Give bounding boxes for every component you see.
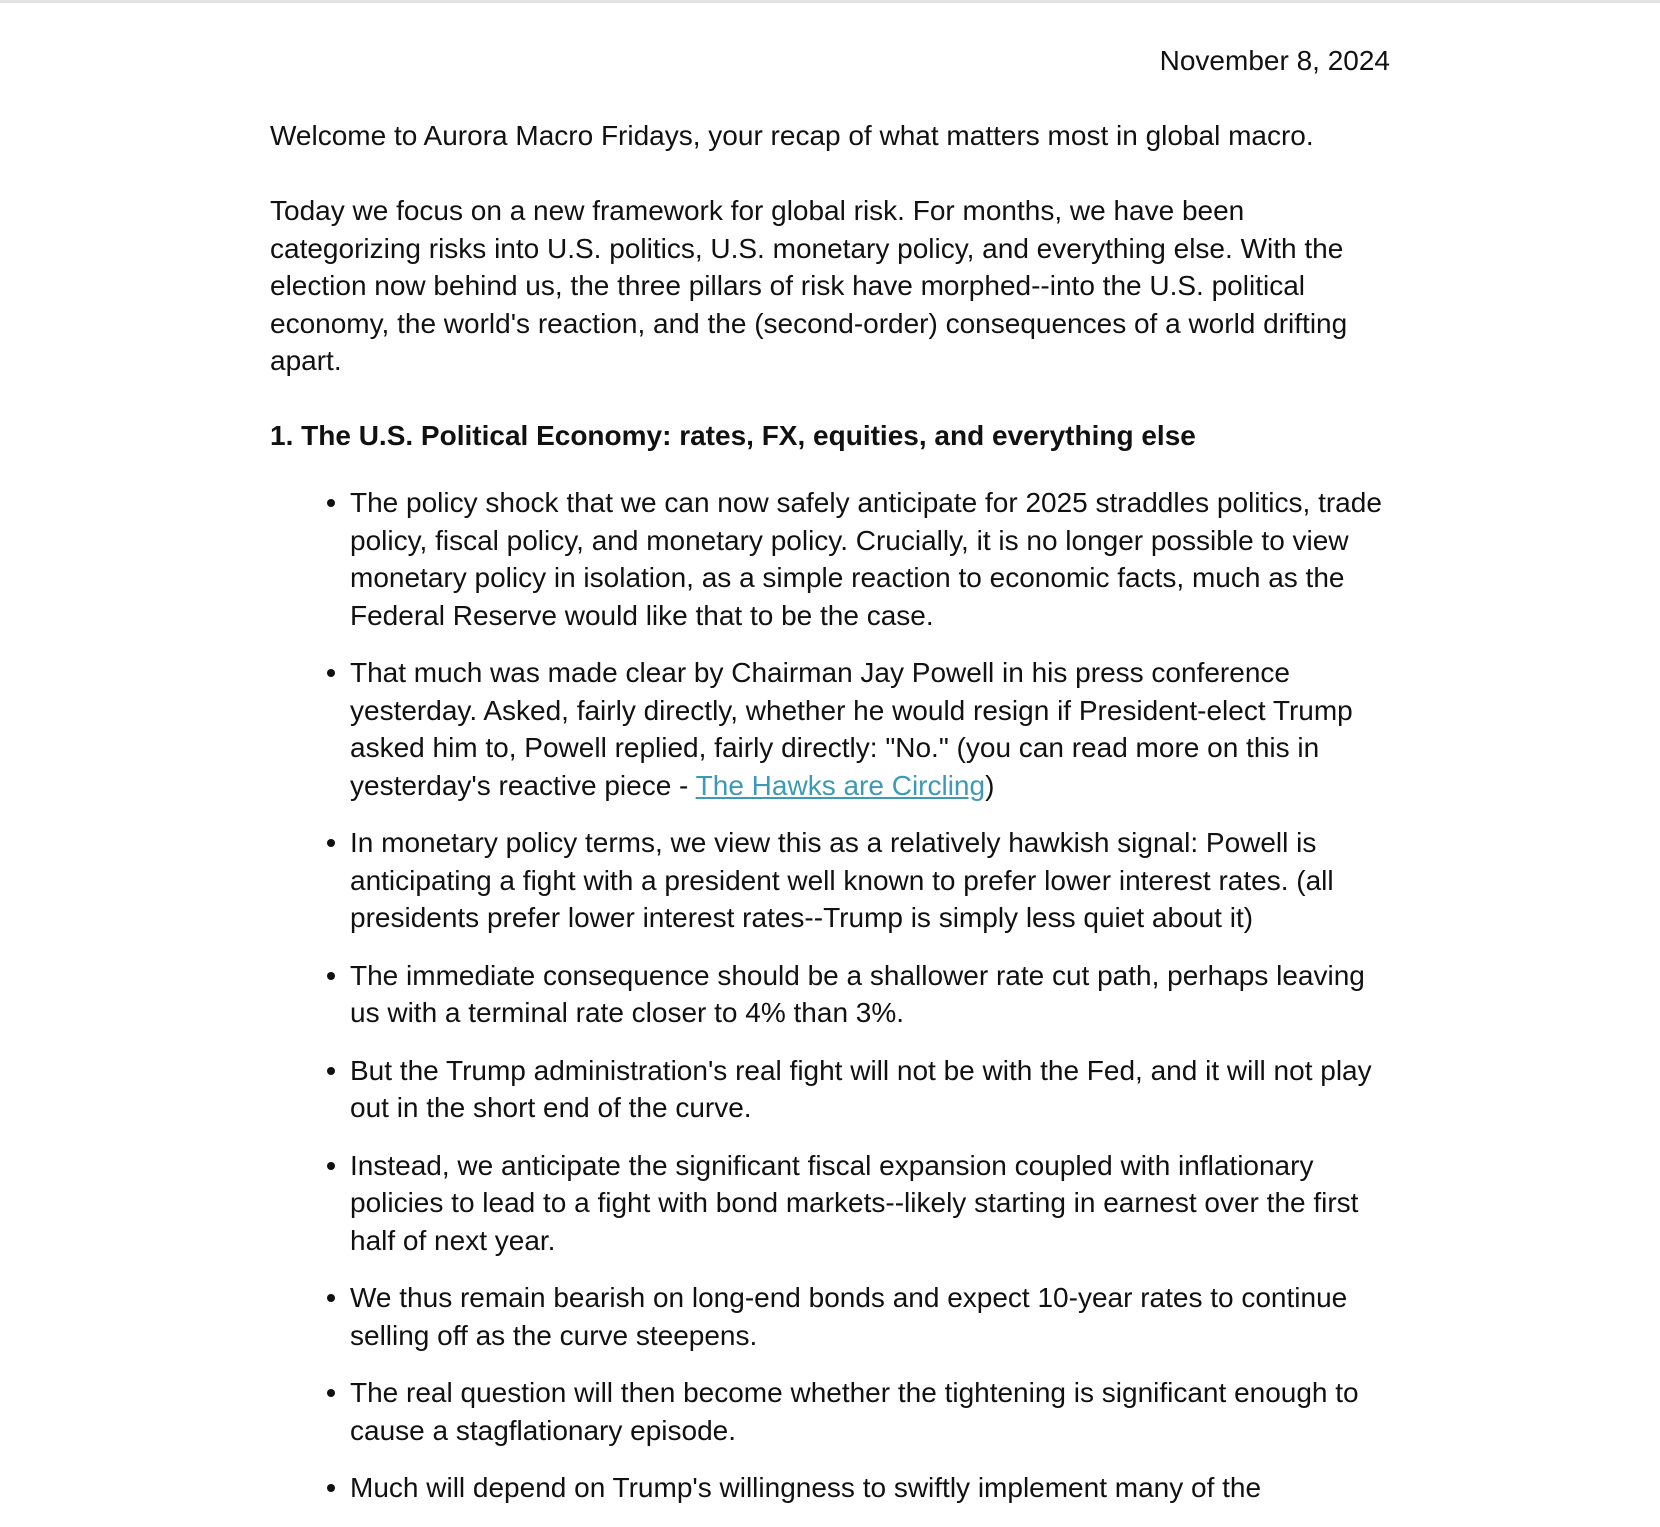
bullet-item <box>350 824 1390 937</box>
bullet-text: That much was made clear by Chairman Jay Powell in his press conference yesterday. Asked, fairly directly, whether he would resign if President-elect Trump asked him to, Powell replied, fairly directly: "No." (you can read more on this in yesterday's reactive piece - <box>350 657 1353 801</box>
bullet-text: The policy shock that we can now safely anticipate for 2025 straddles politics, trade policy, fiscal policy, and monetary policy. Crucially, it is no longer possible to view monetary policy in isolation, as a simple reaction to economic facts, much as the Federal Reserve would like that to be the case. <box>350 487 1382 631</box>
bullet-text: The immediate consequence should be a shallower rate cut path, perhaps leaving us with a terminal rate closer to 4% than 3%. <box>350 959 1365 1028</box>
bullet-text: But the Trump administration's real fight will not be with the Fed, and it will not play out in the short end of the curve. <box>350 1054 1372 1123</box>
section-heading: 1. The U.S. Political Economy: rates, FX, equities, and everything else <box>270 420 1196 451</box>
bullet-text: We thus remain bearish on long-end bonds and expect 10-year rates to continue selling off as the curve steepens. <box>350 1282 1348 1351</box>
bullet-item <box>350 1279 1390 1354</box>
bullet-text: Much will depend on Trump's willingness to swiftly implement many of the <box>350 1472 1262 1503</box>
bullet-icon <box>327 1067 335 1075</box>
bullet-text: The real question will then become whether the tightening is significant enough to cause a stagflationary episode. <box>350 1377 1359 1446</box>
bullet-item <box>350 1469 1390 1507</box>
bullet-icon <box>327 1294 335 1302</box>
bullet-item <box>350 1052 1390 1127</box>
bullet-icon <box>327 839 335 847</box>
bullet-text-end: ) <box>985 769 995 801</box>
bullet-text: In monetary policy terms, we view this as a relatively hawkish signal: Powell is anticipating a fight with a president well known to prefer lower interest rates. (all presidents prefer lower interest rates--Trump is simply less quiet about it) <box>350 827 1334 933</box>
bullet-icon <box>327 1162 335 1170</box>
intro-paragraph: Welcome to Aurora Macro Fridays, your recap of what matters most in global macro. <box>270 120 1314 151</box>
issue-date: November 8, 2024 <box>1159 45 1390 76</box>
bullet-icon <box>327 499 335 507</box>
bullet-item <box>350 1374 1390 1449</box>
hawks-are-circling-link[interactable]: The Hawks are Circling <box>695 769 986 801</box>
bullet-text: Instead, we anticipate the significant fiscal expansion coupled with inflationary policies to lead to a fight with bond markets--likely starting in earnest over the first half of next year. <box>350 1149 1359 1256</box>
bullet-item <box>350 654 1390 804</box>
bullet-icon <box>327 1389 335 1397</box>
bullet-item <box>350 1147 1390 1260</box>
bullet-icon <box>327 972 335 980</box>
bullet-item <box>350 957 1390 1032</box>
bullet-icon <box>327 669 335 677</box>
lead-paragraph: Today we focus on a new framework for global risk. For months, we have been categorizing risks into U.S. politics, U.S. monetary policy, and everything else. With the election now behind us, the three pillars of risk have morphed--into the U.S. political economy, the world's reaction, and the (second-order) consequences of a world drifting apart. <box>270 195 1348 376</box>
bullet-list <box>270 484 1390 1527</box>
top-divider <box>0 0 1660 3</box>
bullet-icon <box>327 1484 335 1492</box>
bullet-item <box>350 484 1390 634</box>
